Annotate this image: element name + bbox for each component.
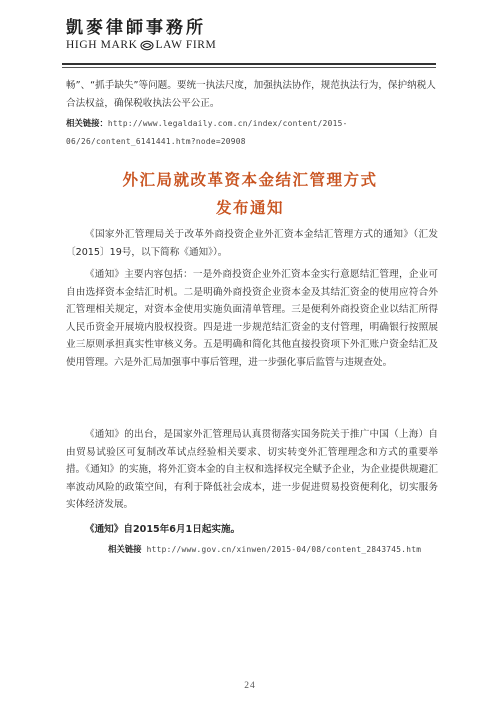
intro-paragraph: 畅”、“抓手缺失”等问题。要统一执法尺度，加强执法协作，规范执法行为，保护纳税人合法权益，确保税收执法公平公正。	[66, 80, 436, 109]
intro-link-label: 相关链接：	[66, 118, 108, 128]
article-link-label: 相关链接	[108, 544, 142, 554]
intro-continuation	[66, 77, 438, 112]
article-paragraph-4: 《通知》自2015年6月1日起实施。	[85, 524, 241, 535]
firm-name-english-left: HIGH MARK	[66, 39, 138, 51]
page-number: 24	[244, 681, 256, 691]
article-title-line2: 发布通知	[215, 199, 284, 217]
header-rule-thin	[62, 67, 436, 68]
article-paragraph-2: 《通知》主要内容包括：一是外商投资企业外汇资本金实行意愿结汇管理，企业可自由选择资本金结汇时机。二是明确外商投资企业资本金及其结汇资金的使用应符合外汇管理相关规定，对资本金使用实施负面清单管理。三是便利外商投资企业以结汇所得人民币资金开展境内股权投资。四是进一步规范结汇资金的支付管理，明确银行按照展业三原则承担真实性审核义务。五是明确和简化其他直接投资项下外汇账户资金结汇及使用管理。六是外汇局加强事中事后管理，进一步强化事后监管与违规查处。	[66, 269, 438, 368]
article-paragraph-1: 《国家外汇管理局关于改革外商投资企业外汇资本金结汇管理方式的通知》（汇发〔2015〕19号，以下简称《通知》）。	[66, 229, 438, 258]
firm-name-english-right: LAW FIRM	[155, 39, 217, 51]
letterhead	[66, 18, 216, 52]
article-paragraph-3: 《通知》的出台，是国家外汇管理局认真贯彻落实国务院关于推广中国（上海）自由贸易试验区可复制改革试点经验相关要求、切实转变外汇管理理念和方式的重要举措。《通知》的实施，将外汇资本金的自主权和选择权完全赋予企业，为企业提供规避汇率波动风险的政策空间，有利于降低社会成本，进一步促进贸易投资便利化，切实服务实体经济发展。	[66, 429, 438, 511]
firm-name-english	[66, 38, 216, 52]
header-rule-thick	[62, 63, 436, 65]
firm-logo-icon	[140, 40, 154, 51]
intro-link-url[interactable]: http://www.legaldaily.com.cn/index/content/2015-06/26/content_6141441.htm?node=20908	[66, 119, 348, 146]
article-related-link	[108, 540, 421, 557]
intro-related-link	[66, 113, 438, 149]
article-title-line1: 外汇局就改革资本金结汇管理方式	[122, 171, 378, 189]
article-link-url[interactable]: http://www.gov.cn/xinwen/2015-04/08/content_2843745.htm	[146, 545, 422, 554]
firm-name-chinese: 凱麥律師事務所	[66, 18, 206, 38]
